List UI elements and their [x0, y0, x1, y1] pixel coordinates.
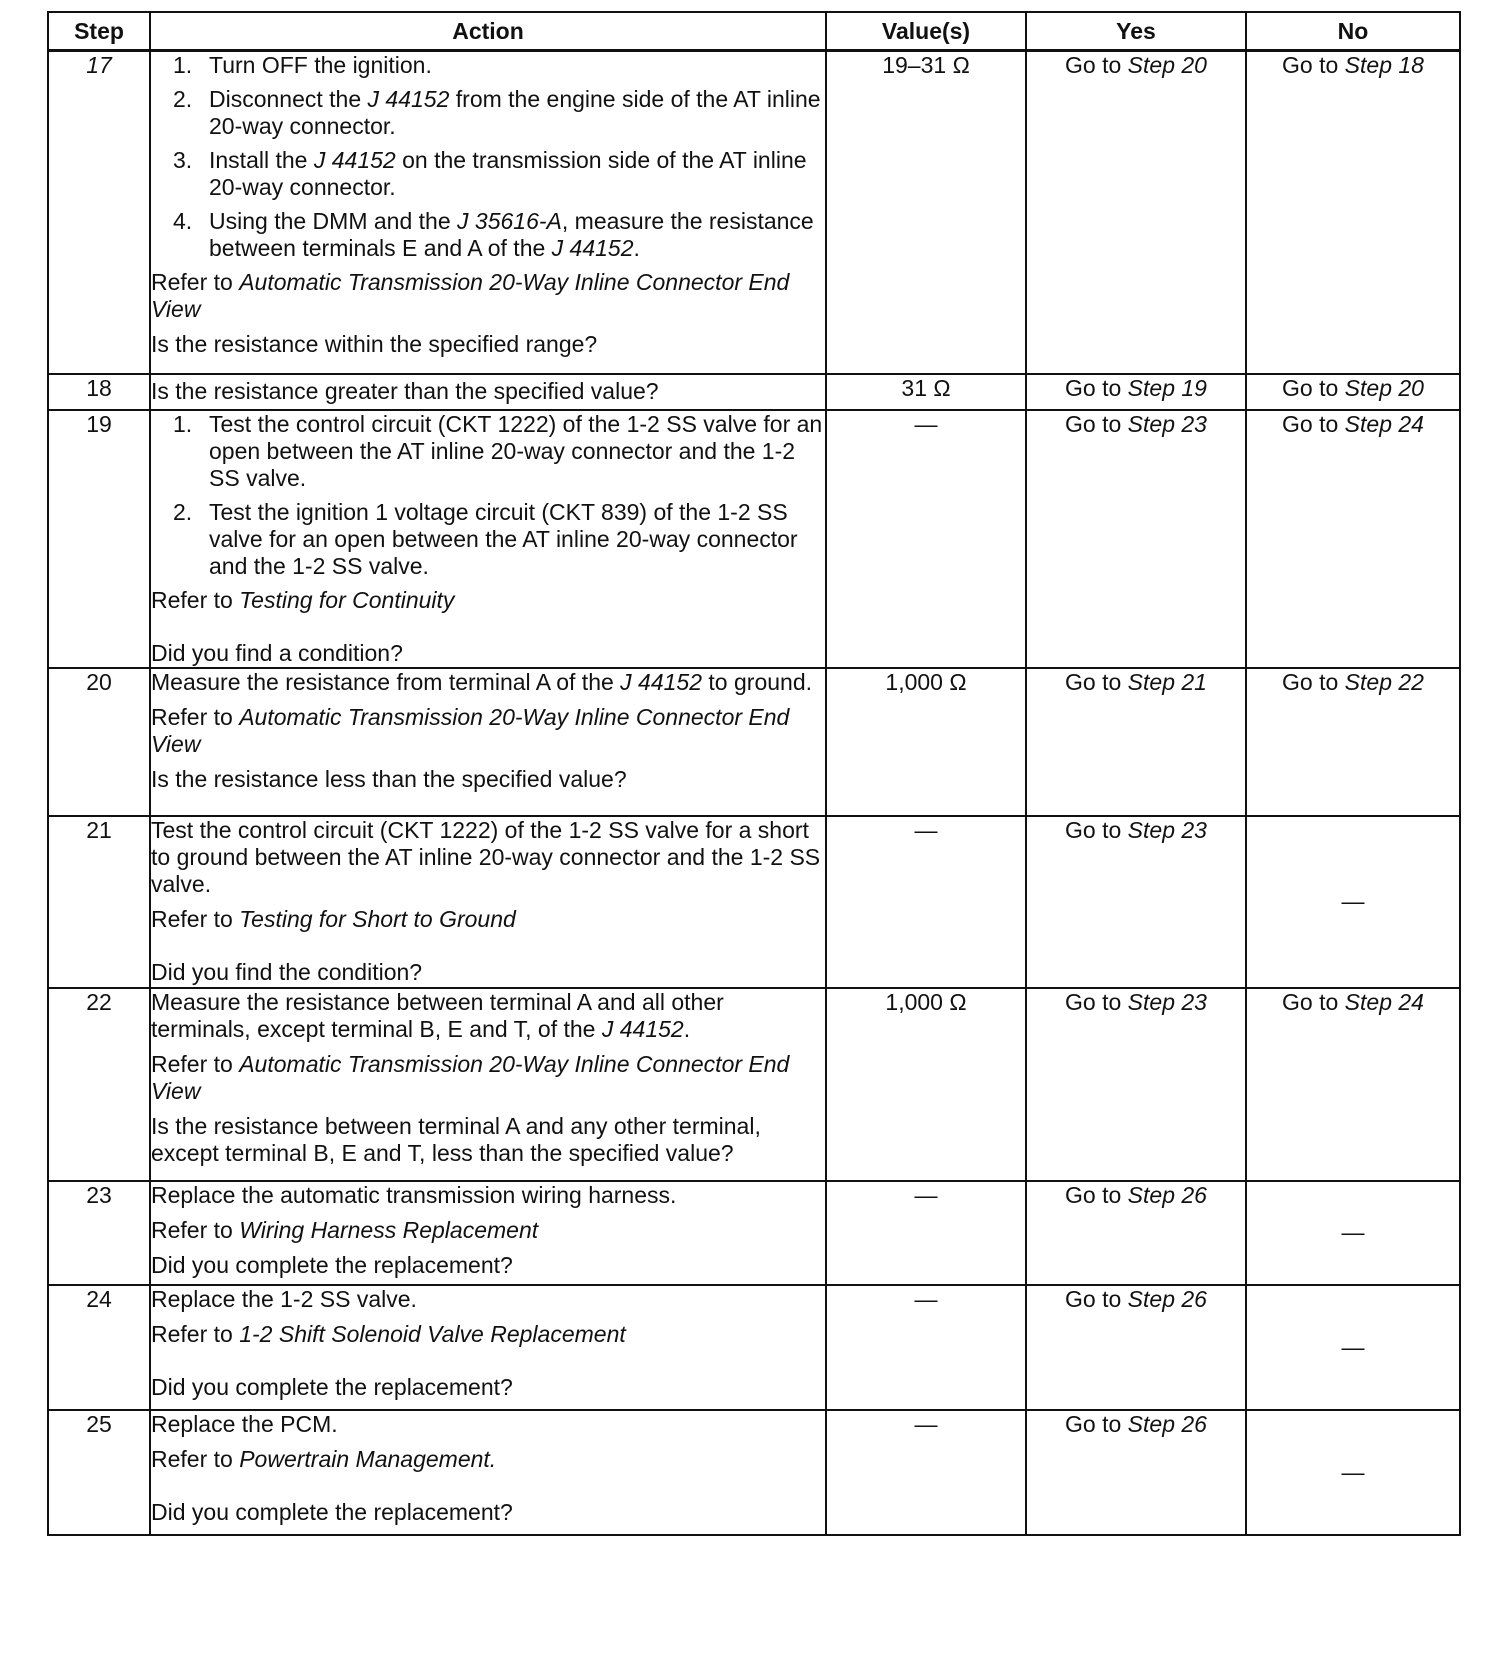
step-number: 21: [48, 816, 150, 988]
table-row-step-24: [48, 1285, 1460, 1410]
table-row-step-20: [48, 668, 1460, 816]
question: Is the resistance between terminal A and any other terminal, except terminal B, E and T, less than the specified value?: [151, 1112, 761, 1166]
yes-cell: Go to Step 26: [1026, 1410, 1246, 1535]
step-number: 25: [48, 1410, 150, 1535]
tool-reference: J 44152: [367, 86, 450, 112]
yes-cell: Go to Step 23: [1026, 410, 1246, 668]
goto-step-link[interactable]: Step 26: [1127, 1410, 1207, 1437]
yes-cell: Go to Step 23: [1026, 816, 1246, 988]
reference-link[interactable]: Automatic Transmission 20-Way Inline Connector End View: [151, 703, 790, 757]
no-cell: —: [1246, 816, 1460, 988]
step-number: 24: [48, 1285, 150, 1410]
table-row-step-21: [48, 816, 1460, 988]
yes-cell: Go to Step 19: [1026, 374, 1246, 410]
reference-link[interactable]: Automatic Transmission 20-Way Inline Connector End View: [151, 269, 790, 322]
list-item: 1. Test the control circuit (CKT 1222) of the 1-2 SS valve for an open between the AT inline 20-way connector and the 1-2 SS valve.: [173, 410, 823, 491]
step-number: 19: [48, 410, 150, 668]
action-cell: Is the resistance greater than the specified value?: [150, 374, 826, 410]
instruction-text: Replace the automatic transmission wiring harness.: [151, 1181, 677, 1208]
refer-line: Refer to 1-2 Shift Solenoid Valve Replacement: [151, 1320, 626, 1347]
procedure-list: [151, 411, 825, 580]
refer-line: Refer to Automatic Transmission 20-Way Inline Connector End View: [151, 269, 790, 322]
action-cell: [150, 988, 826, 1181]
value-cell: —: [826, 816, 1026, 988]
step-number: 18: [48, 374, 150, 410]
no-cell: Go to Step 18: [1246, 51, 1460, 374]
value-cell: 1,000 Ω: [826, 668, 1026, 816]
header-yes: Yes: [1026, 12, 1246, 51]
yes-cell: Go to Step 26: [1026, 1181, 1246, 1285]
question: Did you complete the replacement?: [151, 1373, 513, 1400]
list-item: 2. Disconnect the J 44152 from the engine side of the AT inline 20-way connector.: [173, 86, 821, 139]
list-item: 1. Turn OFF the ignition.: [173, 52, 432, 78]
question: Did you complete the replacement?: [151, 1251, 513, 1278]
goto-step-link[interactable]: Step 22: [1344, 668, 1424, 695]
reference-link[interactable]: Wiring Harness Replacement: [239, 1216, 539, 1243]
list-item: 4. Using the DMM and the J 35616-A, measure the resistance between terminals E and A of the J 44152.: [173, 208, 814, 261]
goto-step-link[interactable]: Step 24: [1344, 410, 1424, 437]
list-item: 2. Test the ignition 1 voltage circuit (CKT 839) of the 1-2 SS valve for an open between the AT inline 20-way connector and the 1-2 SS valve.: [173, 498, 798, 579]
table-row-step-19: [48, 410, 1460, 668]
refer-line: Refer to Automatic Transmission 20-Way Inline Connector End View: [151, 703, 790, 757]
action-cell: [150, 1181, 826, 1285]
goto-step-link[interactable]: Step 19: [1127, 374, 1207, 401]
action-cell: [150, 1285, 826, 1410]
question: Is the resistance less than the specified value?: [151, 765, 627, 792]
table-row-step-17: [48, 51, 1460, 374]
question: Did you complete the replacement?: [151, 1498, 513, 1525]
tool-reference: J 44152: [601, 1015, 684, 1042]
yes-cell: Go to Step 20: [1026, 51, 1246, 374]
value-cell: —: [826, 1181, 1026, 1285]
goto-step-link[interactable]: Step 18: [1344, 52, 1424, 78]
no-cell: —: [1246, 1410, 1460, 1535]
goto-step-link[interactable]: Step 21: [1127, 668, 1207, 695]
step-number: 23: [48, 1181, 150, 1285]
refer-line: Refer to Powertrain Management.: [151, 1445, 497, 1472]
table-row-step-23: [48, 1181, 1460, 1285]
tool-reference: J 35616-A: [457, 208, 562, 234]
reference-link[interactable]: Powertrain Management.: [239, 1445, 497, 1472]
procedure-list: [151, 52, 825, 262]
value-cell: 19–31 Ω: [826, 51, 1026, 374]
question: Did you find a condition?: [151, 639, 403, 666]
reference-link[interactable]: Automatic Transmission 20-Way Inline Connector End View: [151, 1050, 790, 1104]
action-cell: [150, 410, 826, 668]
reference-link[interactable]: Testing for Short to Ground: [239, 905, 516, 932]
tool-reference: J 44152: [551, 235, 634, 261]
value-cell: —: [826, 1285, 1026, 1410]
table-row-step-22: [48, 988, 1460, 1181]
yes-cell: Go to Step 26: [1026, 1285, 1246, 1410]
refer-line: Refer to Automatic Transmission 20-Way Inline Connector End View: [151, 1050, 790, 1104]
step-number: 20: [48, 668, 150, 816]
step-number: 22: [48, 988, 150, 1181]
goto-step-link[interactable]: Step 26: [1127, 1285, 1207, 1312]
question: Did you find the condition?: [151, 958, 423, 985]
action-cell: [150, 1410, 826, 1535]
refer-line: Refer to Testing for Short to Ground: [151, 905, 516, 932]
table-row-step-25: [48, 1410, 1460, 1535]
refer-line: Refer to Wiring Harness Replacement: [151, 1216, 539, 1243]
tool-reference: J 44152: [620, 668, 703, 695]
no-cell: Go to Step 20: [1246, 374, 1460, 410]
instruction-text: Measure the resistance from terminal A of the J 44152 to ground.: [151, 668, 812, 695]
table-header-row: [48, 12, 1460, 51]
diagnostic-table: [47, 11, 1461, 1536]
question: Is the resistance within the specified range?: [151, 331, 598, 357]
goto-step-link[interactable]: Step 26: [1127, 1181, 1207, 1208]
yes-cell: Go to Step 21: [1026, 668, 1246, 816]
instruction-text: Test the control circuit (CKT 1222) of the 1-2 SS valve for a short to ground between the AT inline 20-way connector and the 1-2 SS valve.: [151, 816, 821, 897]
instruction-text: Replace the PCM.: [151, 1410, 338, 1437]
goto-step-link[interactable]: Step 20: [1344, 374, 1424, 401]
yes-cell: Go to Step 23: [1026, 988, 1246, 1181]
header-step: Step: [48, 12, 150, 51]
no-cell: Go to Step 22: [1246, 668, 1460, 816]
goto-step-link[interactable]: Step 24: [1344, 988, 1424, 1015]
instruction-text: Replace the 1-2 SS valve.: [151, 1285, 417, 1312]
value-cell: 1,000 Ω: [826, 988, 1026, 1181]
refer-line: Refer to Testing for Continuity: [151, 586, 455, 613]
header-values: Value(s): [826, 12, 1026, 51]
tool-reference: J 44152: [313, 147, 396, 173]
goto-step-link[interactable]: Step 23: [1127, 410, 1207, 437]
value-cell: 31 Ω: [826, 374, 1026, 410]
value-cell: —: [826, 410, 1026, 668]
reference-link[interactable]: Testing for Continuity: [239, 586, 455, 613]
step-number: 17: [48, 51, 150, 374]
instruction-text: Measure the resistance between terminal A and all other terminals, except terminal B, E and T, of the J 44152.: [151, 988, 724, 1042]
header-action: Action: [150, 12, 826, 51]
reference-link[interactable]: 1-2 Shift Solenoid Valve Replacement: [239, 1320, 626, 1347]
goto-step-link[interactable]: Step 23: [1127, 988, 1207, 1015]
header-no: No: [1246, 12, 1460, 51]
value-cell: —: [826, 1410, 1026, 1535]
no-cell: —: [1246, 1181, 1460, 1285]
action-cell: [150, 51, 826, 374]
no-cell: Go to Step 24: [1246, 988, 1460, 1181]
action-cell: [150, 668, 826, 816]
action-cell: [150, 816, 826, 988]
no-cell: Go to Step 24: [1246, 410, 1460, 668]
table-row-step-18: [48, 374, 1460, 410]
goto-step-link[interactable]: Step 20: [1127, 52, 1207, 78]
list-item: 3. Install the J 44152 on the transmission side of the AT inline 20-way connector.: [173, 147, 807, 200]
goto-step-link[interactable]: Step 23: [1127, 816, 1207, 843]
no-cell: —: [1246, 1285, 1460, 1410]
